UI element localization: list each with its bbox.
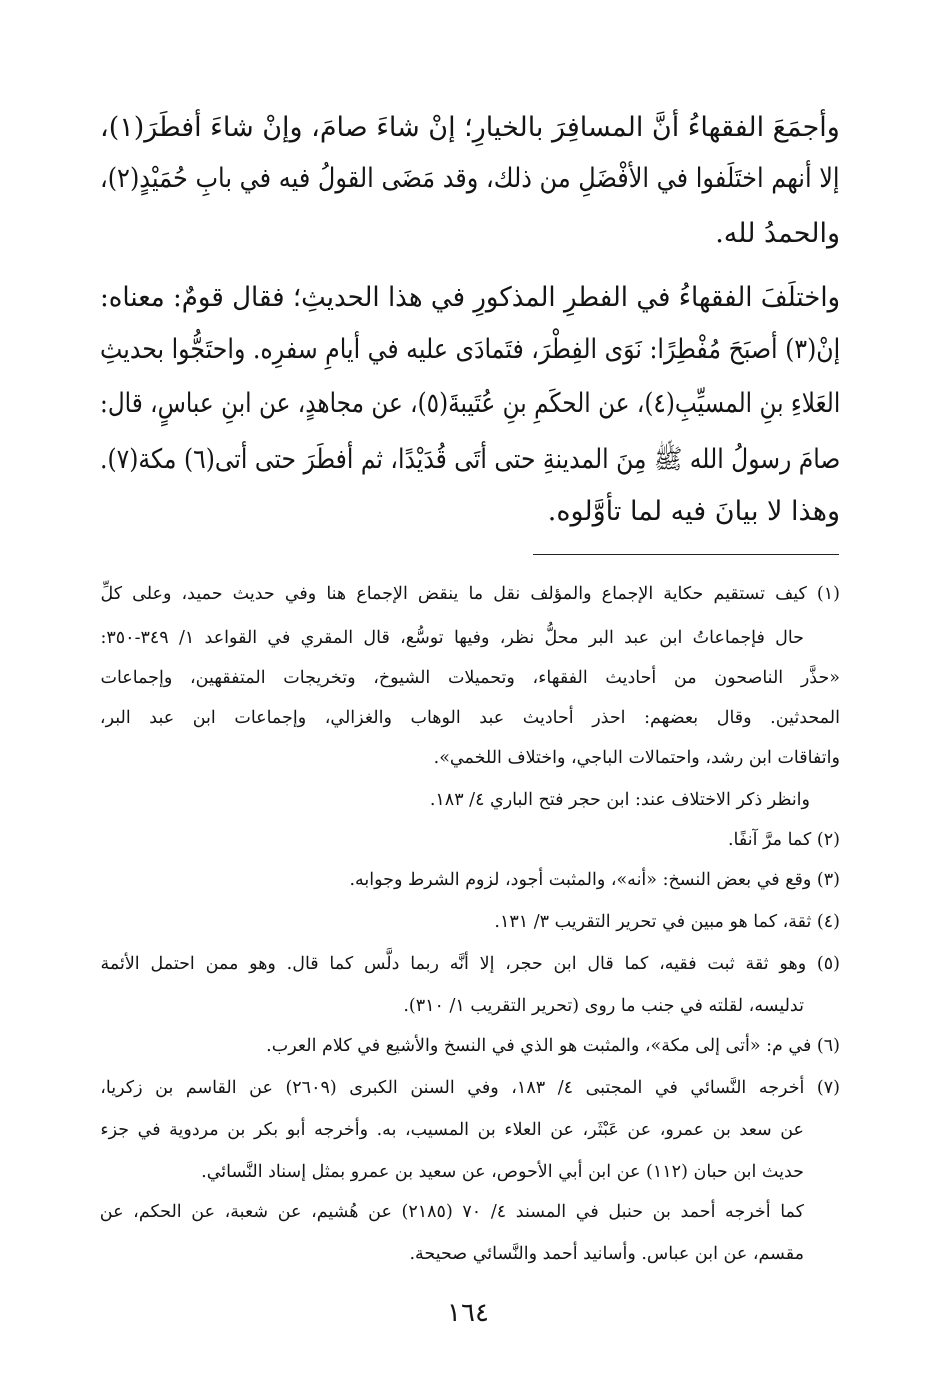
paragraph-1-line: وأجمَعَ الفقهاءُ أنَّ المسافِرَ بالخيارِ؛ إنْ شاءَ صامَ، وإنْ شاءَ أفطَرَ(١)،	[100, 112, 840, 143]
footnote-line: (١) كيف تستقيم حكاية الإجماع والمؤلف نقل ما ينقض الإجماع هنا وفي حديث حميد، وعلى كلِّ	[100, 584, 840, 604]
footnote-line: (٥) وهو ثقة ثبت فقيه، كما قال ابن حجر، إلا أنَّه ربما دلَّس كما قال. وهو ممن احتمل الأئمة	[100, 954, 840, 974]
page-number: ١٦٤	[447, 1298, 489, 1328]
footnote-line: المحدثين. وقال بعضهم: احذر أحاديث عبد الوهاب والغزالي، وإجماعات ابن عبد البر،	[99, 708, 840, 728]
paragraph-1-line: إلا أنهم اختَلَفوا في الأفْضَلِ من ذلك، وقد مَضَى القولُ فيه في بابِ حُمَيْدٍ(٢)،	[100, 163, 840, 194]
paragraph-2-line: إنْ(٣) أصبَحَ مُفْطِرًا: نَوَى الفِطْرَ، فتَمادَى عليه في أيامِ سفرِه. واحتَجُّوا بحديثِ	[99, 334, 840, 365]
footnote-line: (٤) ثقة، كما هو مبين في تحرير التقريب ٣/ ١٣١.	[494, 912, 840, 932]
footnote-line: كما أخرجه أحمد بن حنبل في المسند ٤/ ٧٠ (٢١٨٥) عن هُشيم، عن شعبة، عن الحكم، عن	[99, 1202, 804, 1222]
footnote-line: (٧) أخرجه النَّسائي في المجتبى ٤/ ١٨٣، وفي السنن الكبرى (٢٦٠٩) عن القاسم بن زكريا،	[100, 1078, 840, 1098]
paragraph-2-line: العَلاءِ بنِ المسيِّبِ(٤)، عن الحكَمِ بنِ عُتَيبةَ(٥)، عن مجاهدٍ، عن ابنِ عباسٍ، قال:	[99, 388, 840, 419]
footnote-separator	[533, 554, 839, 555]
footnote-line: عن سعد بن عمرو، عن عَبْثَر، عن العلاء بن المسيب، به. وأخرجه أبو بكر بن مردوية في جزء	[100, 1120, 804, 1140]
footnote-line: (٢) كما مرَّ آنفًا.	[727, 830, 840, 850]
paragraph-1-line: والحمدُ لله.	[715, 218, 840, 249]
footnote-line: حديث ابن حبان (١١٢) عن ابن أبي الأحوص، عن سعيد بن عمرو بمثل إسناد النَّسائي.	[201, 1162, 804, 1182]
paragraph-2-line: وهذا لا بيانَ فيه لما تأوَّلوه.	[547, 496, 840, 527]
footnote-line: حال فإجماعاتُ ابن عبد البر محلُّ نظر، وفيها توسُّع، قال المقري في القواعد ١/ ٣٤٩-٣٥٠:	[100, 628, 804, 648]
footnote-line: (٣) وقع في بعض النسخ: «أنه»، والمثبت أجود، لزوم الشرط وجوابه.	[349, 870, 840, 890]
footnote-line: تدليسه، لقلته في جنب ما روى (تحرير التقريب ١/ ٣١٠).	[403, 996, 804, 1016]
footnote-line: مقسم، عن ابن عباس. وأسانيد أحمد والنَّسائي صحيحة.	[409, 1244, 804, 1264]
footnote-line: واتفاقات ابن رشد، واحتمالات الباجي، واختلاف اللخمي».	[433, 748, 840, 768]
paragraph-2-line: واختلَفَ الفقهاءُ في الفطرِ المذكورِ في هذا الحديثِ؛ فقال قومٌ: معناه:	[99, 282, 840, 313]
footnote-line: وانظر ذكر الاختلاف عند: ابن حجر فتح الباري ٤/ ١٨٣.	[429, 790, 810, 810]
paragraph-2-line: صامَ رسولُ الله ﷺ مِنَ المدينةِ حتى أتَى قُدَيْدًا، ثم أفطَرَ حتى أتى(٦) مكة(٧).	[99, 444, 840, 475]
footnote-line: «حذَّر الناصحون من أحاديث الفقهاء، وتحميلات الشيوخ، وتخريجات المتفقهين، وإجماعات	[100, 668, 840, 688]
footnote-line: (٦) في م: «أتى إلى مكة»، والمثبت هو الذي في النسخ والأشيع في كلام العرب.	[266, 1036, 840, 1056]
